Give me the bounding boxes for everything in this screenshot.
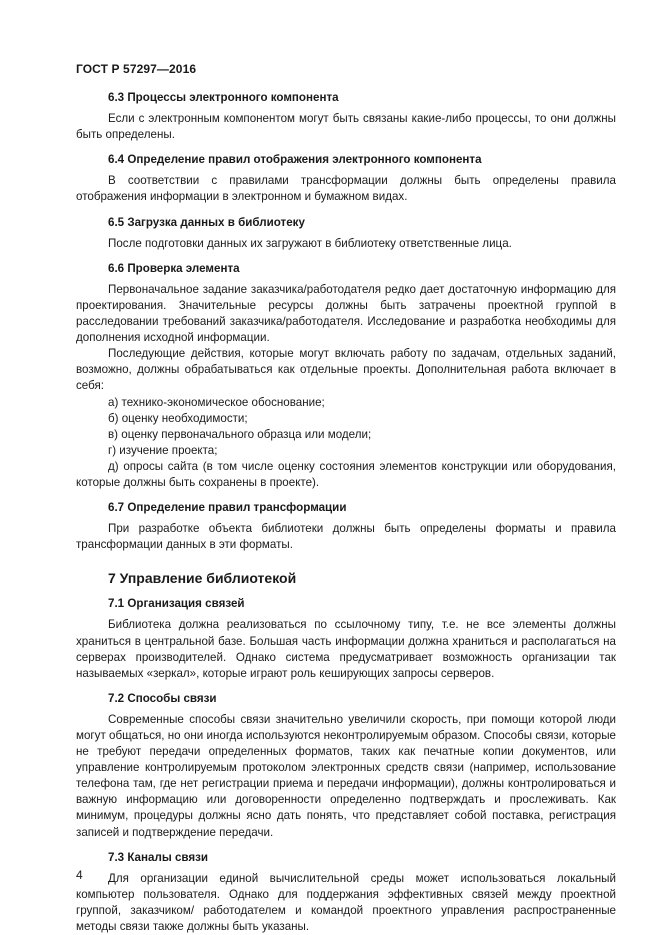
list-item: д) опросы сайта (в том числе оценку состояния элементов конструкции или оборудования, которые должны быть сохранены в проекте).: [76, 459, 616, 489]
page-number: 4: [76, 868, 83, 882]
section-heading-7-1: 7.1 Организация связей: [108, 597, 245, 611]
paragraph: Для организации единой вычислительной среды может использоваться локальный компьютер пользователя. Однако для поддержания эффективных связей между проектной группой, заказчиком/ работодателем и командой проектного управления распространенные методы связи также должны быть указаны.: [76, 871, 616, 934]
section-heading-6-7: 6.7 Определение правил трансформации: [108, 501, 347, 515]
list-item: б) оценку необходимости;: [108, 411, 248, 425]
paragraph: Последующие действия, которые могут включать работу по задачам, отдельных заданий, возможно, должны обрабатываться как отдельные проекты. Дополнительная работа включает в себя:: [76, 347, 616, 393]
section-heading-6-5: 6.5 Загрузка данных в библиотеку: [108, 215, 305, 229]
section-heading-6-3: 6.3 Процессы электронного компонента: [108, 91, 339, 104]
section-heading-7: 7 Управление библиотекой: [108, 570, 297, 587]
list-item: в) оценку первоначального образца или модели;: [108, 427, 372, 441]
section-heading-7-3: 7.3 Каналы связи: [108, 850, 209, 864]
paragraph: Современные способы связи значительно увеличили скорость, при помощи которой люди могут общаться, но они иногда используются неконтролируемым образом. Способы связи, которые не требуют передачи определенных форматов, таких как печатные копии документов, или управление контролируемым протоколом электронных средств связи (например, использование телефона там, где нет регистрации приема и передачи информации), должны контролироваться и важную информацию или договоренности определенно подтверждать и прослеживать. Как минимум, процедуры должны ясно дать понять, что представляет собой поставка, регистрация записей и подтверждение передачи.: [76, 712, 616, 839]
section-heading-7-2: 7.2 Способы связи: [108, 691, 217, 705]
section-heading-6-6: 6.6 Проверка элемента: [108, 261, 240, 275]
paragraph: Первоначальное задание заказчика/работодателя редко дает достаточную информацию для проектирования. Значительные ресурсы должны быть затрачены проектной группой в расследовании требований заказчика/работодателя. Исследование и разработка необходимы для дополнения исходной информации.: [76, 282, 616, 345]
document-header-id: ГОСТ Р 57297—2016: [76, 62, 197, 76]
list-item: а) технико-экономическое обоснование;: [108, 395, 325, 409]
paragraph: Если с электронным компонентом могут быть связаны какие-либо процессы, то они должны быть определены.: [76, 112, 616, 142]
list-item: г) изучение проекта;: [108, 443, 218, 457]
paragraph: В соответствии с правилами трансформации должны быть определены правила отображения информации в электронном и бумажном видах.: [76, 174, 616, 204]
document-body: [76, 90, 616, 935]
paragraph: При разработке объекта библиотеки должны быть определены форматы и правила трансформации данных в эти форматы.: [76, 522, 616, 552]
section-heading-6-4: 6.4 Определение правил отображения электронного компонента: [108, 153, 482, 167]
paragraph: Библиотека должна реализоваться по ссылочному типу, т.е. не все элементы должны храниться в центральной базе. Большая часть информации должна храниться и располагаться на серверах производителей. Однако система предусматривает возможность организации так называемых «зеркал», которые играют роль кеширующих запросы серверов.: [76, 618, 616, 680]
paragraph: После подготовки данных их загружают в библиотеку ответственные лица.: [108, 236, 512, 250]
